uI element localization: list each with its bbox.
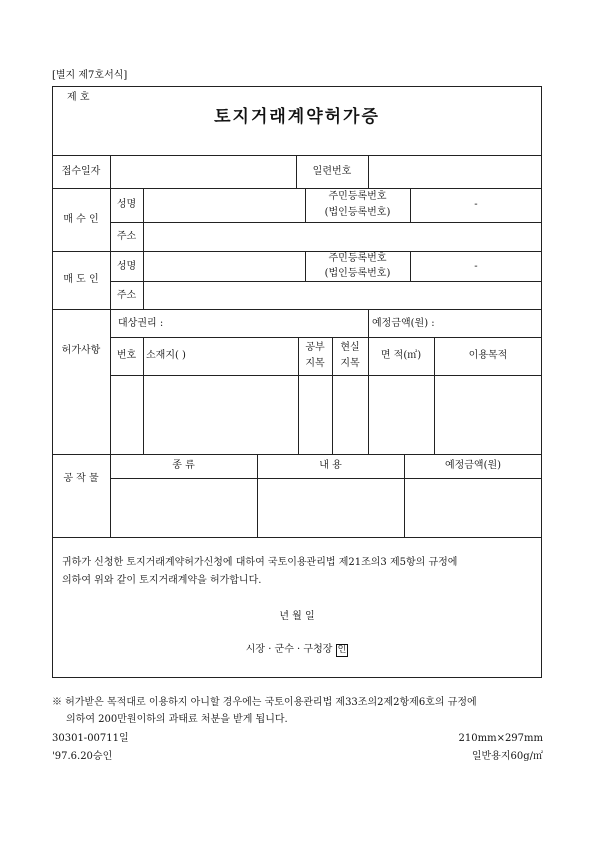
paper-size: 210mm×297mm xyxy=(458,733,543,744)
paper-type: 일반용지60g/㎡ xyxy=(471,751,543,762)
structure-label: 공 작 물 xyxy=(63,473,99,484)
rule xyxy=(143,222,144,251)
target-right-label: 대상권리 : xyxy=(118,318,164,329)
rule xyxy=(110,281,542,282)
permit-label: 허가사항 xyxy=(61,345,101,356)
rule xyxy=(110,375,542,376)
rule xyxy=(52,309,542,310)
col-type-header: 종 류 xyxy=(172,460,195,471)
rule xyxy=(52,188,542,189)
rule xyxy=(143,337,144,454)
col-purpose-header: 이용목적 xyxy=(468,350,508,361)
planned-amount-label: 예정금액(원) : xyxy=(372,318,435,329)
statement-line-2: 의하여 위와 같이 토지거래계약을 허가합니다. xyxy=(62,575,262,586)
statement-line-1: 귀하가 신청한 토지거래계약허가신청에 대하여 국토이용관리법 제21조의3 제5항의 규정에 xyxy=(62,557,458,568)
rule xyxy=(110,222,542,223)
col-actual-header: 현실 xyxy=(340,342,360,353)
issuer-line xyxy=(52,644,542,657)
seller-id-sublabel: (법인등록번호) xyxy=(324,268,391,279)
col-area-header: 면 적(㎡) xyxy=(380,350,422,361)
seal-stamp: 인 xyxy=(337,645,347,655)
rule xyxy=(52,155,542,156)
seller-name-label: 성명 xyxy=(116,261,137,272)
note-line-1: ※ 허가받은 목적대로 이용하지 아니할 경우에는 국토이용관리법 제33조의2제2항제6호의 규정에 xyxy=(52,697,477,708)
buyer-id-value: - xyxy=(474,199,478,210)
issuer-label: 시장 · 군수 · 구청장 xyxy=(245,644,333,655)
date-line: 년 월 일 xyxy=(279,611,315,622)
page-title: 토지거래계약허가증 xyxy=(214,107,380,127)
rule xyxy=(52,251,542,252)
buyer-address-label: 주소 xyxy=(116,231,137,242)
seller-id-label: 주민등록번호 xyxy=(328,253,387,264)
form-code: 30301-00711일 xyxy=(52,733,129,744)
rule xyxy=(110,337,542,338)
rule xyxy=(110,155,111,537)
buyer-label: 매 수 인 xyxy=(63,214,99,225)
buyer-id-sublabel: (법인등록번호) xyxy=(324,207,391,218)
col-actual-subheader: 지목 xyxy=(340,358,360,369)
col-official-header: 공부 xyxy=(305,342,325,353)
col-content-header: 내 용 xyxy=(319,460,342,471)
serial-no-label: 일련번호 xyxy=(312,166,352,177)
rule xyxy=(298,337,299,454)
rule xyxy=(368,155,369,188)
rule xyxy=(52,537,542,538)
number-label: 제 호 xyxy=(67,92,90,103)
buyer-name-label: 성명 xyxy=(116,199,137,210)
note-line-2: 의하여 200만원이하의 과태료 처분을 받게 됩니다. xyxy=(66,714,288,725)
col-official-subheader: 지목 xyxy=(305,358,325,369)
seller-label: 매 도 인 xyxy=(63,274,99,285)
approval-date: '97.6.20승인 xyxy=(52,751,113,762)
rule xyxy=(332,337,333,454)
col-location-header: 소재지( ) xyxy=(146,350,186,361)
col-no-header: 번호 xyxy=(116,350,137,361)
form-label: [별지 제7호서식] xyxy=(52,70,128,81)
rule xyxy=(52,454,542,455)
col-amount-header: 예정금액(원) xyxy=(444,460,502,471)
receipt-date-label: 접수일자 xyxy=(61,166,101,177)
rule xyxy=(368,309,369,337)
rule xyxy=(110,478,542,479)
seller-address-label: 주소 xyxy=(116,290,137,301)
rule xyxy=(143,188,144,222)
seller-id-value: - xyxy=(474,261,478,272)
buyer-id-label: 주민등록번호 xyxy=(328,191,387,202)
rule xyxy=(143,281,144,309)
rule xyxy=(143,251,144,281)
